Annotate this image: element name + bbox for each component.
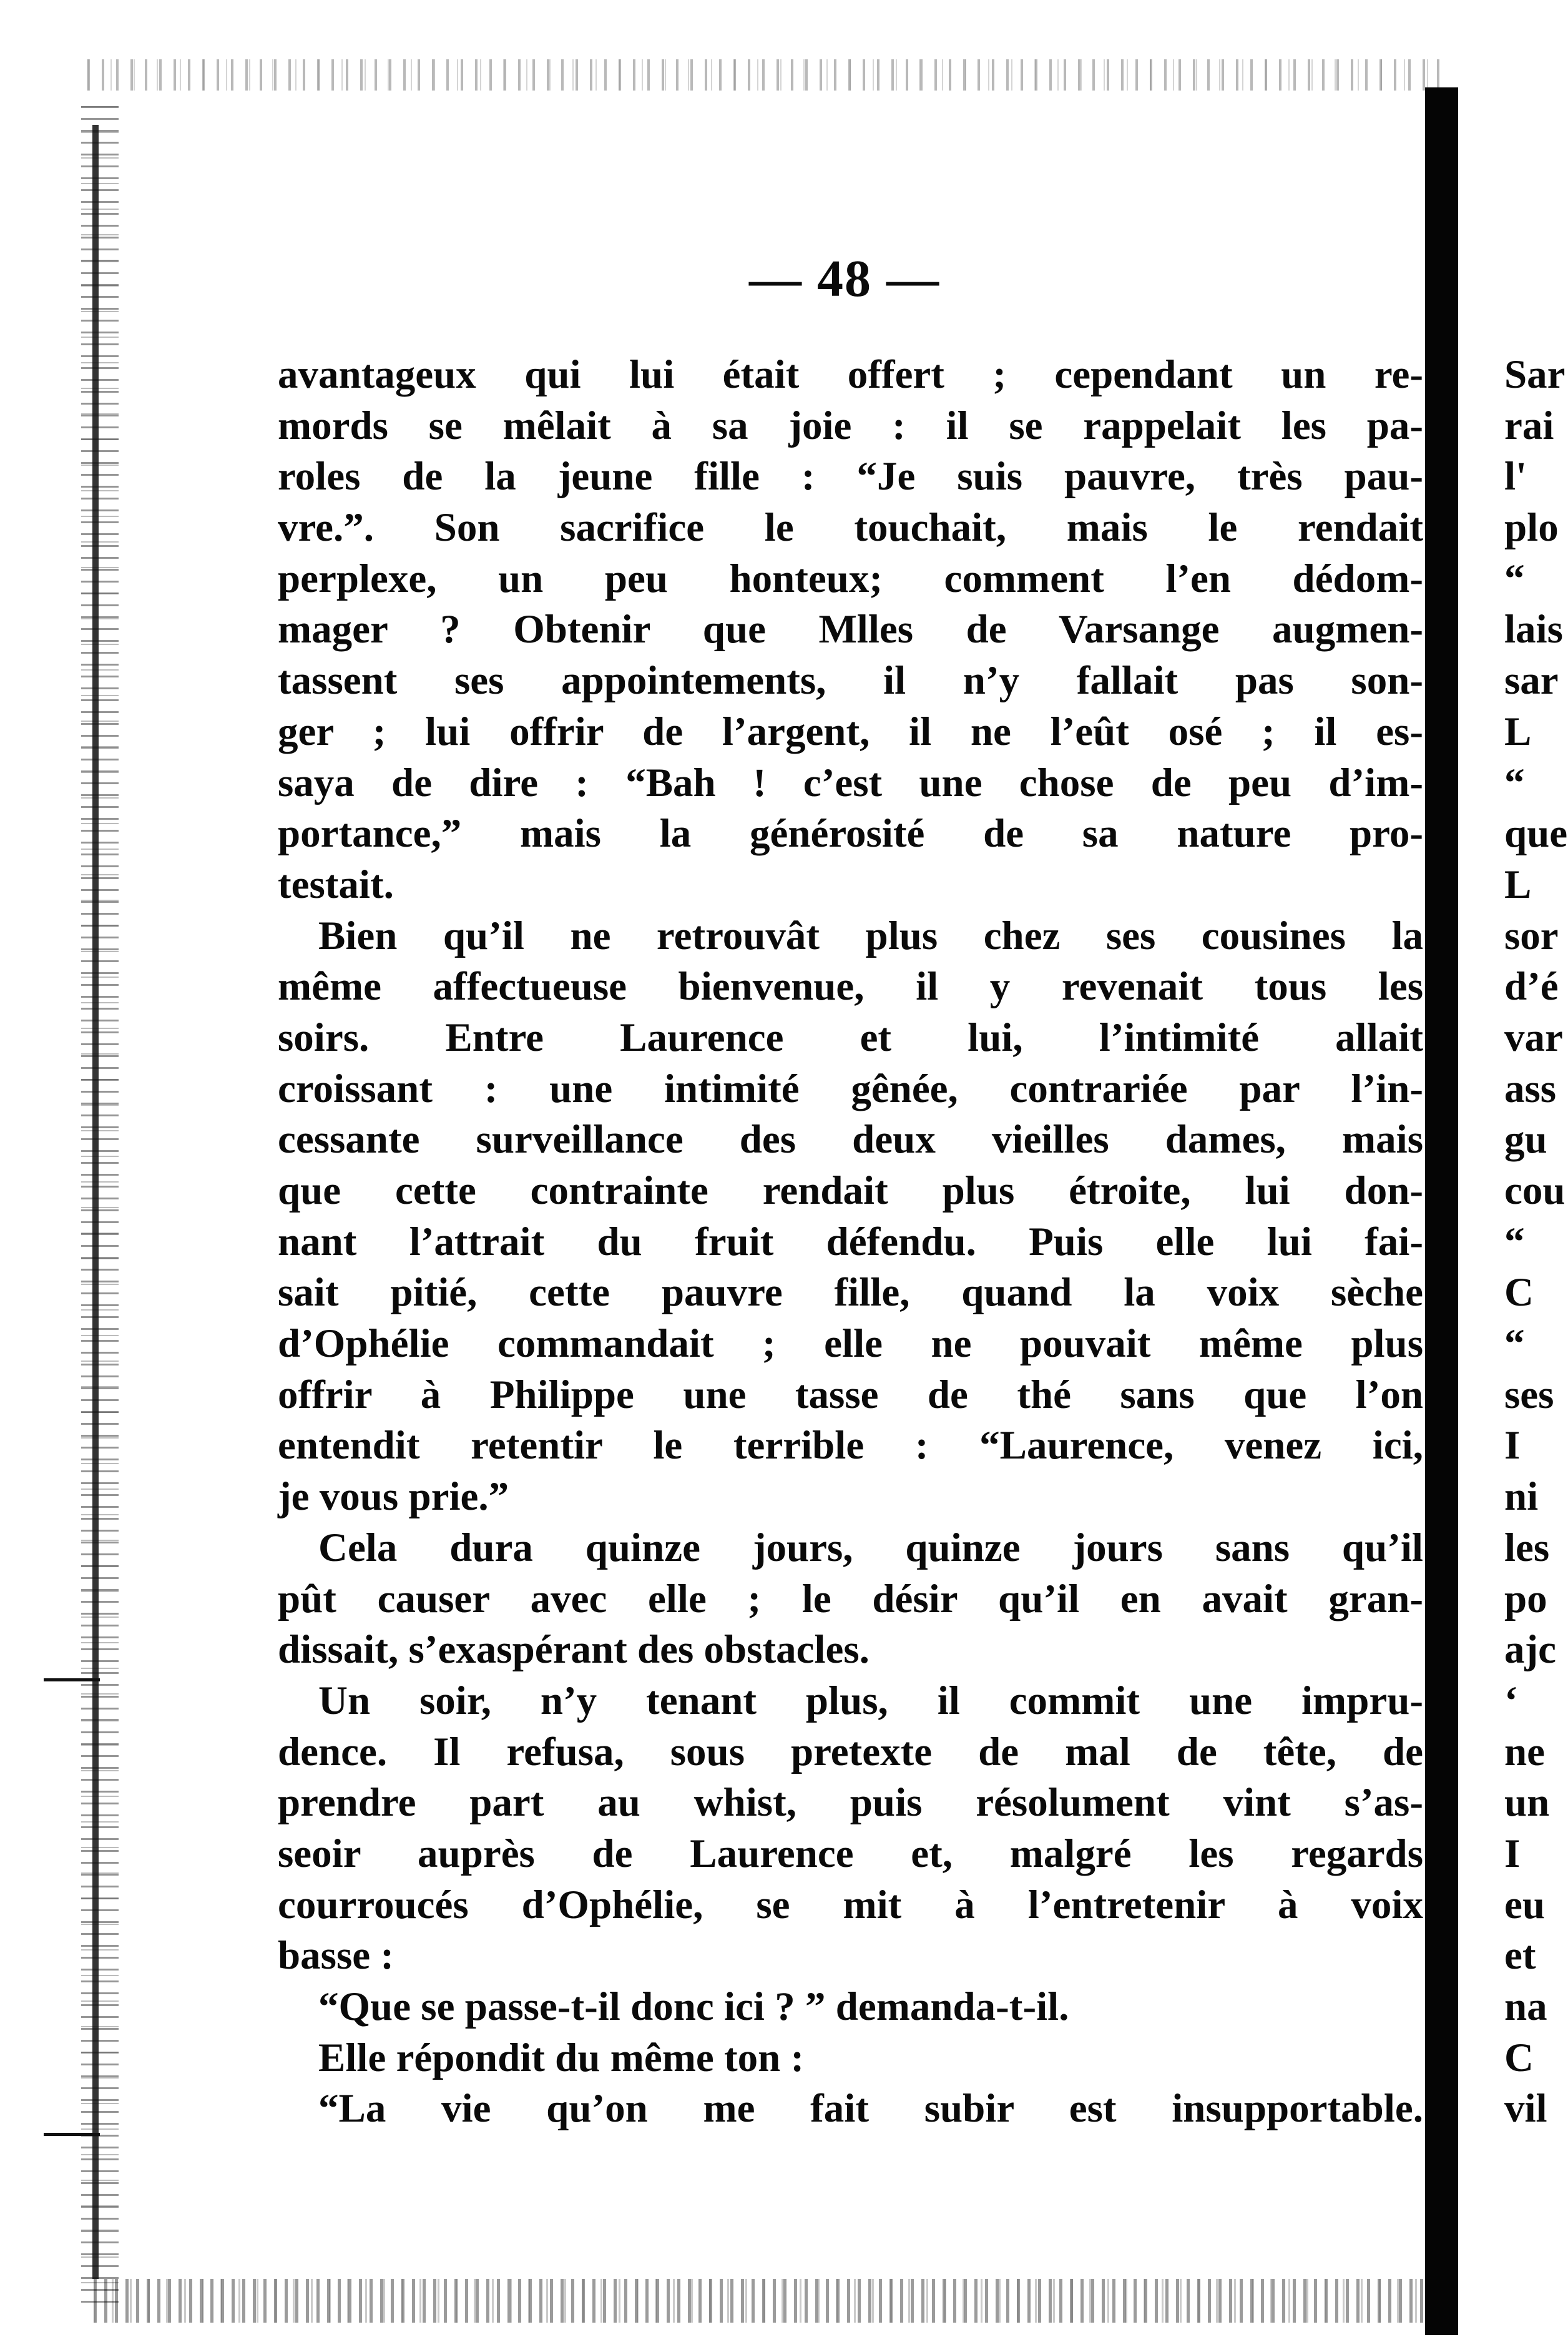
text-line: Un soir, n’y tenant plus, il commit une impru- [318, 1678, 1423, 1723]
facing-page-fragment: L [1504, 862, 1532, 907]
text-line: ger ; lui offrir de l’argent, il ne l’eût osé ; il es- [278, 709, 1423, 754]
left-margin-bar [92, 125, 99, 2279]
text-line: basse : [278, 1933, 394, 1979]
text-line: je vous prie.” [278, 1474, 509, 1520]
facing-page-fragment: les [1504, 1525, 1550, 1570]
facing-page-fragment: sar [1504, 658, 1559, 704]
facing-page-fragment: var [1504, 1015, 1563, 1060]
text-line: entendit retentir le terrible : “Laurence, venez ici, [278, 1423, 1423, 1469]
text-line: “La vie qu’on me fait subir est insupportable. [318, 2086, 1423, 2132]
text-line: tassent ses appointements, il n’y fallait pas son- [278, 658, 1423, 704]
text-line: même affectueuse bienvenue, il y revenait tous les [278, 964, 1423, 1010]
facing-page-fragment: rai [1504, 403, 1554, 448]
body-text [278, 350, 1423, 2135]
facing-page-fragment: ass [1504, 1066, 1557, 1111]
facing-page-fragment: ajc [1504, 1627, 1556, 1673]
facing-page-fragment: I [1504, 1423, 1521, 1469]
left-margin-speckle [81, 106, 119, 2304]
facing-page-fragment: “ [1504, 1321, 1525, 1367]
left-margin-tick [44, 1678, 100, 1681]
facing-page-fragment: C [1504, 2035, 1534, 2080]
text-line: d’Ophélie commandait ; elle ne pouvait même plus [278, 1321, 1423, 1367]
text-line: saya de dire : “Bah ! c’est une chose de peu d’im- [278, 760, 1423, 805]
text-line: prendre part au whist, puis résolument vint s’as- [278, 1780, 1423, 1826]
facing-page-fragment: “ [1504, 760, 1525, 805]
facing-page-fragment: et [1504, 1933, 1536, 1979]
text-line: que cette contrainte rendait plus étroite, lui don- [278, 1168, 1423, 1213]
text-line: “Que se passe-t-il donc ici ? ” demanda-t-il. [318, 1984, 1069, 2029]
text-line: testait. [278, 862, 394, 907]
text-line: croissant : une intimité gênée, contrariée par l’in- [278, 1066, 1423, 1111]
text-line: dence. Il refusa, sous pretexte de mal de tête, de [278, 1729, 1423, 1774]
bottom-edge-speckle [94, 2279, 1436, 2323]
text-line: vre.”. Son sacrifice le touchait, mais le rendait [278, 505, 1423, 551]
text-line: Cela dura quinze jours, quinze jours sans qu’il [318, 1525, 1423, 1570]
facing-page-fragment: Sar [1504, 352, 1566, 397]
facing-page-fragment: I [1504, 1831, 1521, 1876]
facing-page-fragment: “ [1504, 1219, 1525, 1264]
facing-page-fragment: ni [1504, 1474, 1539, 1520]
facing-page-fragment: plo [1504, 505, 1559, 551]
book-spine [1425, 87, 1458, 2335]
facing-page-fragment: un [1504, 1780, 1550, 1826]
facing-page-fragment: sor [1504, 913, 1559, 958]
text-line: dissait, s’exaspérant des obstacles. [278, 1627, 870, 1673]
text-line: nant l’attrait du fruit défendu. Puis elle lui fai- [278, 1219, 1423, 1264]
text-line: sait pitié, cette pauvre fille, quand la voix sèche [278, 1270, 1423, 1316]
left-margin-tick [44, 2133, 100, 2136]
facing-page-fragment: l' [1504, 454, 1527, 499]
text-line: roles de la jeune fille : “Je suis pauvre, très pau- [278, 454, 1423, 499]
facing-page-fragment: po [1504, 1576, 1547, 1621]
text-line: seoir auprès de Laurence et, malgré les regards [278, 1831, 1423, 1876]
text-line: cessante surveillance des deux vieilles dames, mais [278, 1117, 1423, 1163]
text-line: perplexe, un peu honteux; comment l’en dédom- [278, 556, 1423, 601]
facing-page-fragment: d’é [1504, 964, 1559, 1010]
text-line: portance,” mais la générosité de sa nature pro- [278, 811, 1423, 857]
facing-page-fragment: eu [1504, 1882, 1545, 1927]
facing-page-fragment: cou [1504, 1168, 1566, 1213]
facing-page-fragment: ne [1504, 1729, 1545, 1774]
text-line: mords se mêlait à sa joie : il se rappelait les pa- [278, 403, 1423, 448]
text-line: soirs. Entre Laurence et lui, l’intimité allait [278, 1015, 1423, 1060]
text-line: Bien qu’il ne retrouvât plus chez ses cousines la [318, 913, 1423, 958]
text-line: offrir à Philippe une tasse de thé sans que l’on [278, 1372, 1423, 1417]
facing-page-fragment: ses [1504, 1372, 1554, 1417]
text-line: Elle répondit du même ton : [318, 2035, 805, 2080]
facing-page-fragment: na [1504, 1984, 1547, 2029]
text-line: pût causer avec elle ; le désir qu’il en avait gran- [278, 1576, 1423, 1621]
facing-page-fragments [1504, 350, 1568, 2135]
facing-page-fragment: “ [1504, 556, 1525, 601]
facing-page-fragment: que [1504, 811, 1568, 857]
facing-page-fragment: C [1504, 1270, 1534, 1316]
facing-page-fragment: ‘ [1504, 1678, 1518, 1723]
facing-page-fragment: lais [1504, 607, 1563, 652]
facing-page-fragment: vil [1504, 2086, 1547, 2132]
facing-page-fragment: gu [1504, 1117, 1547, 1163]
facing-page-fragment: L [1504, 709, 1532, 754]
text-line: avantageux qui lui était offert ; cependant un re- [278, 352, 1423, 397]
page-number: — 48 — [749, 250, 940, 308]
top-edge-speckle [87, 59, 1448, 91]
text-line: mager ? Obtenir que Mlles de Varsange augmen- [278, 607, 1423, 652]
text-line: courroucés d’Ophélie, se mit à l’entretenir à voix [278, 1882, 1423, 1927]
